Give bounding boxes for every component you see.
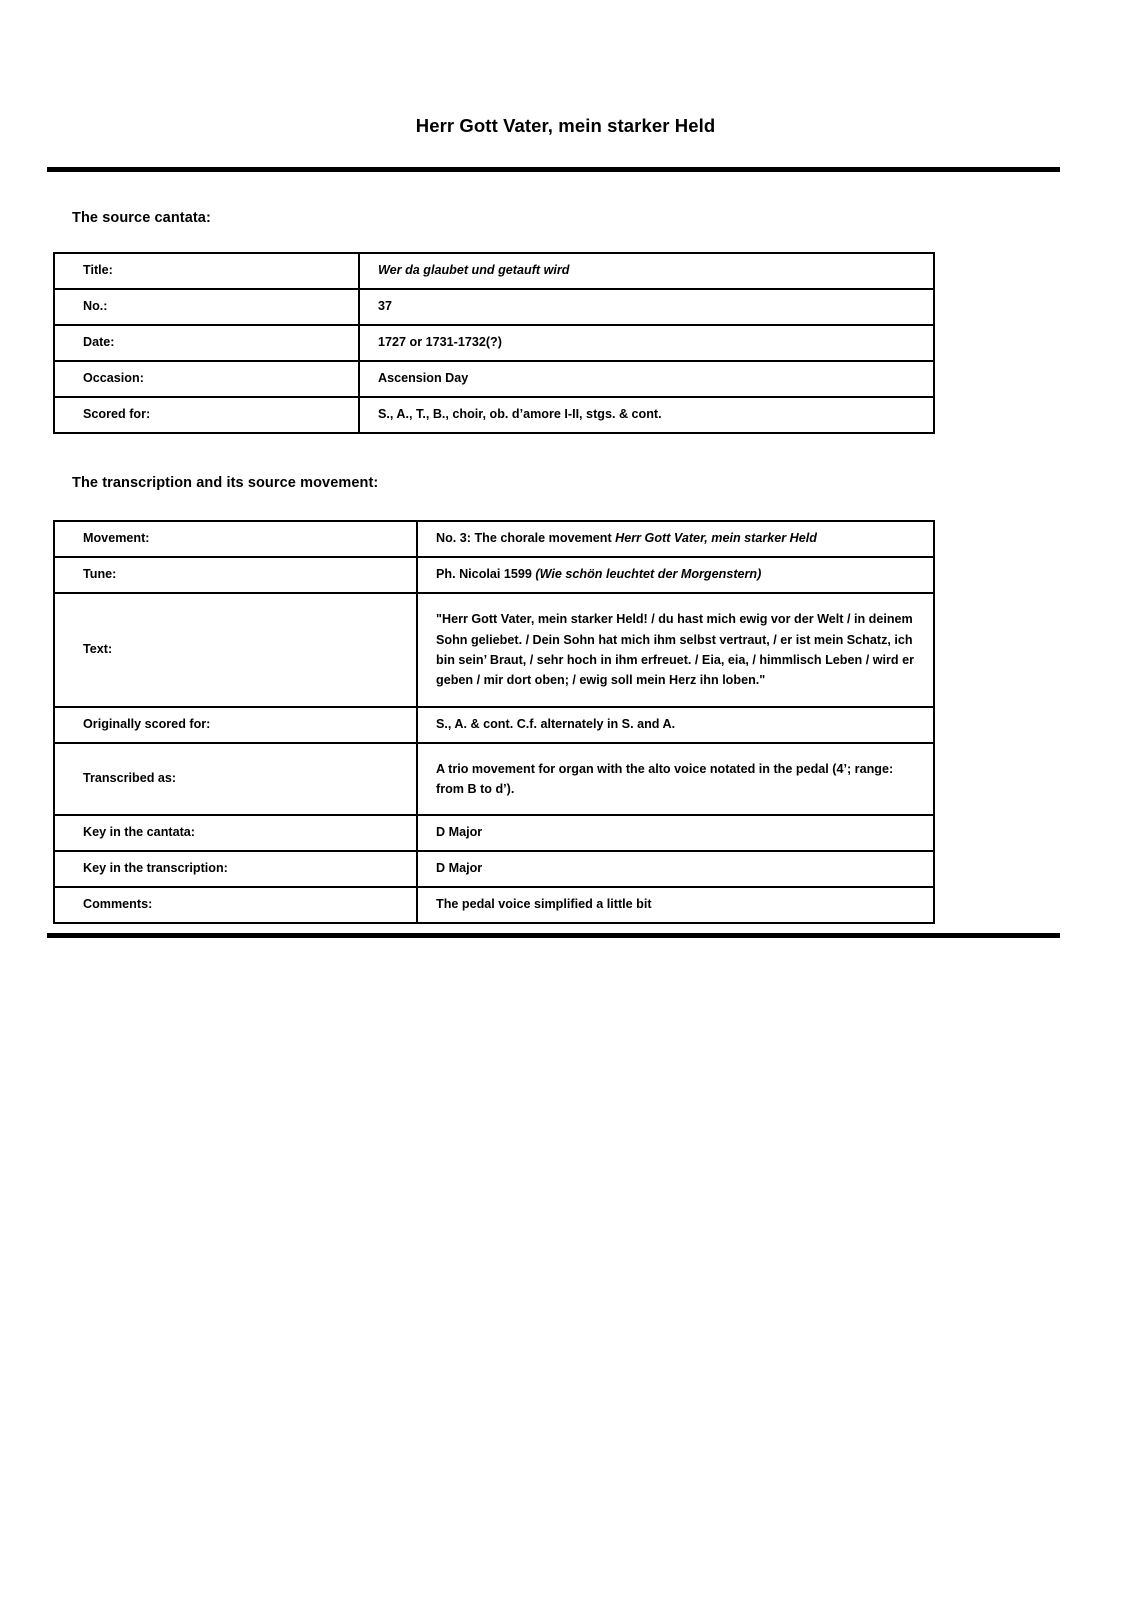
table-row <box>54 707 934 743</box>
row-label-key-in-cantata: Key in the cantata: <box>54 815 417 851</box>
row-label-scored-for: Scored for: <box>54 397 359 433</box>
row-value-transcribed-as: A trio movement for organ with the alto voice notated in the pedal (4’; range: from B to d’). <box>417 743 934 815</box>
source-cantata-table <box>53 252 935 434</box>
table-row <box>54 887 934 923</box>
tune-title-italic: (Wie schön leuchtet der Morgenstern) <box>535 567 762 582</box>
table-row <box>54 743 934 815</box>
table-row <box>54 851 934 887</box>
row-value-no: 37 <box>359 289 934 325</box>
tune-prefix: Ph. Nicolai 1599 <box>436 567 536 582</box>
top-divider-rule <box>47 167 1060 172</box>
table-row <box>54 361 934 397</box>
row-value-originally-scored-for: S., A. & cont. C.f. alternately in S. and A. <box>417 707 934 743</box>
row-value-scored-for: S., A., T., B., choir, ob. d’amore I-II, stgs. & cont. <box>359 397 934 433</box>
row-label-occasion: Occasion: <box>54 361 359 397</box>
row-label-originally-scored-for: Originally scored for: <box>54 707 417 743</box>
row-label-text: Text: <box>54 593 417 707</box>
row-label-comments: Comments: <box>54 887 417 923</box>
cantata-title-italic: Wer da glaubet und getauft wird <box>378 263 570 278</box>
table-row <box>54 815 934 851</box>
row-value-comments: The pedal voice simplified a little bit <box>417 887 934 923</box>
table-row <box>54 593 934 707</box>
row-label-tune: Tune: <box>54 557 417 593</box>
page-title: Herr Gott Vater, mein starker Held <box>415 115 716 136</box>
row-label-key-in-transcription: Key in the transcription: <box>54 851 417 887</box>
row-value-key-in-cantata: D Major <box>417 815 934 851</box>
row-label-transcribed-as: Transcribed as: <box>54 743 417 815</box>
table-row <box>54 521 934 557</box>
table-row <box>54 557 934 593</box>
section-heading-source-cantata: The source cantata: <box>72 210 211 226</box>
bottom-divider-rule <box>47 933 1060 938</box>
row-label-date: Date: <box>54 325 359 361</box>
movement-prefix: No. 3: The chorale movement <box>436 531 616 546</box>
row-label-no: No.: <box>54 289 359 325</box>
row-label-title: Title: <box>54 253 359 289</box>
row-value-occasion: Ascension Day <box>359 361 934 397</box>
table-row <box>54 397 934 433</box>
row-value-text: "Herr Gott Vater, mein starker Held! / du hast mich ewig vor der Welt / in deinem Sohn geliebet. / Dein Sohn hat mich ihm selbst vertraut, / er ist mein Schatz, ich bin sein’ Braut, / sehr hoch in ihm erfreuet. / Eia, eia, / himmlisch Leben / wird er geben / mir dort oben; / ewig soll mein Herz ihn loben." <box>417 593 934 707</box>
row-value-title <box>359 253 934 289</box>
transcription-table <box>53 520 935 924</box>
row-label-movement: Movement: <box>54 521 417 557</box>
row-value-date: 1727 or 1731-1732(?) <box>359 325 934 361</box>
movement-title-italic: Herr Gott Vater, mein starker Held <box>615 531 817 546</box>
row-value-key-in-transcription: D Major <box>417 851 934 887</box>
row-value-movement <box>417 521 934 557</box>
section-heading-transcription: The transcription and its source movement: <box>72 475 379 491</box>
table-row <box>54 289 934 325</box>
table-row <box>54 253 934 289</box>
table-row <box>54 325 934 361</box>
row-value-tune <box>417 557 934 593</box>
